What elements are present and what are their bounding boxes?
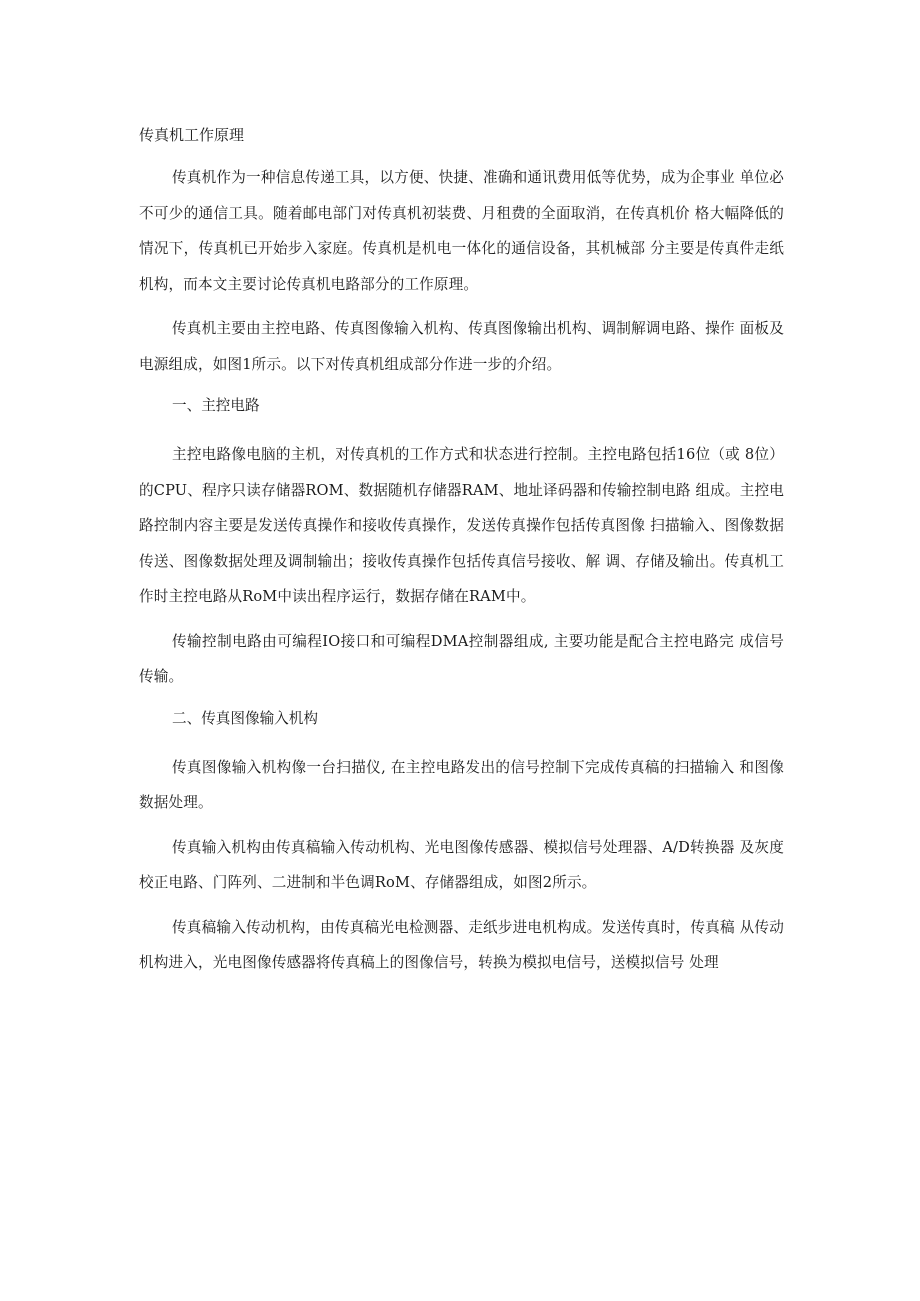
- paragraph: 传真机作为一种信息传递工具，以方便、快捷、准确和通讯费用低等优势，成为企事业 单位必不可少的通信工具。随着邮电部门对传真机初装费、月租费的全面取消，在传真机价 格大幅降低的情况下，传真机已开始步入家庭。传真机是机电一体化的通信设备，其机械部 分主要是传真件走纸机构，而本文主要讨论传真机电路部分的工作原理。: [139, 169, 784, 293]
- paragraph: 主控电路像电脑的主机，对传真机的工作方式和状态进行控制。主控电路包括16位（或 8位）的CPU、程序只读存储器ROM、数据随机存储器RAM、地址译码器和传输控制电路 组成。主控电路控制内容主要是发送传真操作和接收传真操作，发送传真操作包括传真图像 扫描输入、图像数据传送、图像数据处理及调制输出；接收传真操作包括传真信号接收、解 调、存储及输出。传真机工作时主控电路从RoM中读出程序运行，数据存储在RAM中。: [139, 446, 784, 605]
- paragraph: 传输控制电路由可编程IO接口和可编程DMA控制器组成, 主要功能是配合主控电路完 成信号传输。: [139, 632, 784, 685]
- document-body: [139, 120, 784, 990]
- paragraph: 传真机主要由主控电路、传真图像输入机构、传真图像输出机构、调制解调电路、操作 面板及电源组成，如图1所示。以下对传真机组成部分作进一步的介绍。: [139, 320, 784, 373]
- section-heading: 二、传真图像输入机构: [172, 709, 318, 727]
- paragraph: 传真稿输入传动机构，由传真稿光电检测器、走纸步进电机构成。发送传真时，传真稿 从传动机构进入，光电图像传感器将传真稿上的图像信号，转换为模拟电信号，送模拟信号 处理: [139, 918, 784, 971]
- section-heading: 一、主控电路: [172, 397, 260, 414]
- document-title: 传真机工作原理: [139, 126, 245, 144]
- paragraph: 传真输入机构由传真稿输入传动机构、光电图像传感器、模拟信号处理器、A/D转换器 及灰度校正电路、门阵列、二进制和半色调RoM、存储器组成，如图2所示。: [139, 838, 784, 891]
- paragraph: 传真图像输入机构像一台扫描仪, 在主控电路发出的信号控制下完成传真稿的扫描输入 和图像数据处理。: [139, 758, 784, 811]
